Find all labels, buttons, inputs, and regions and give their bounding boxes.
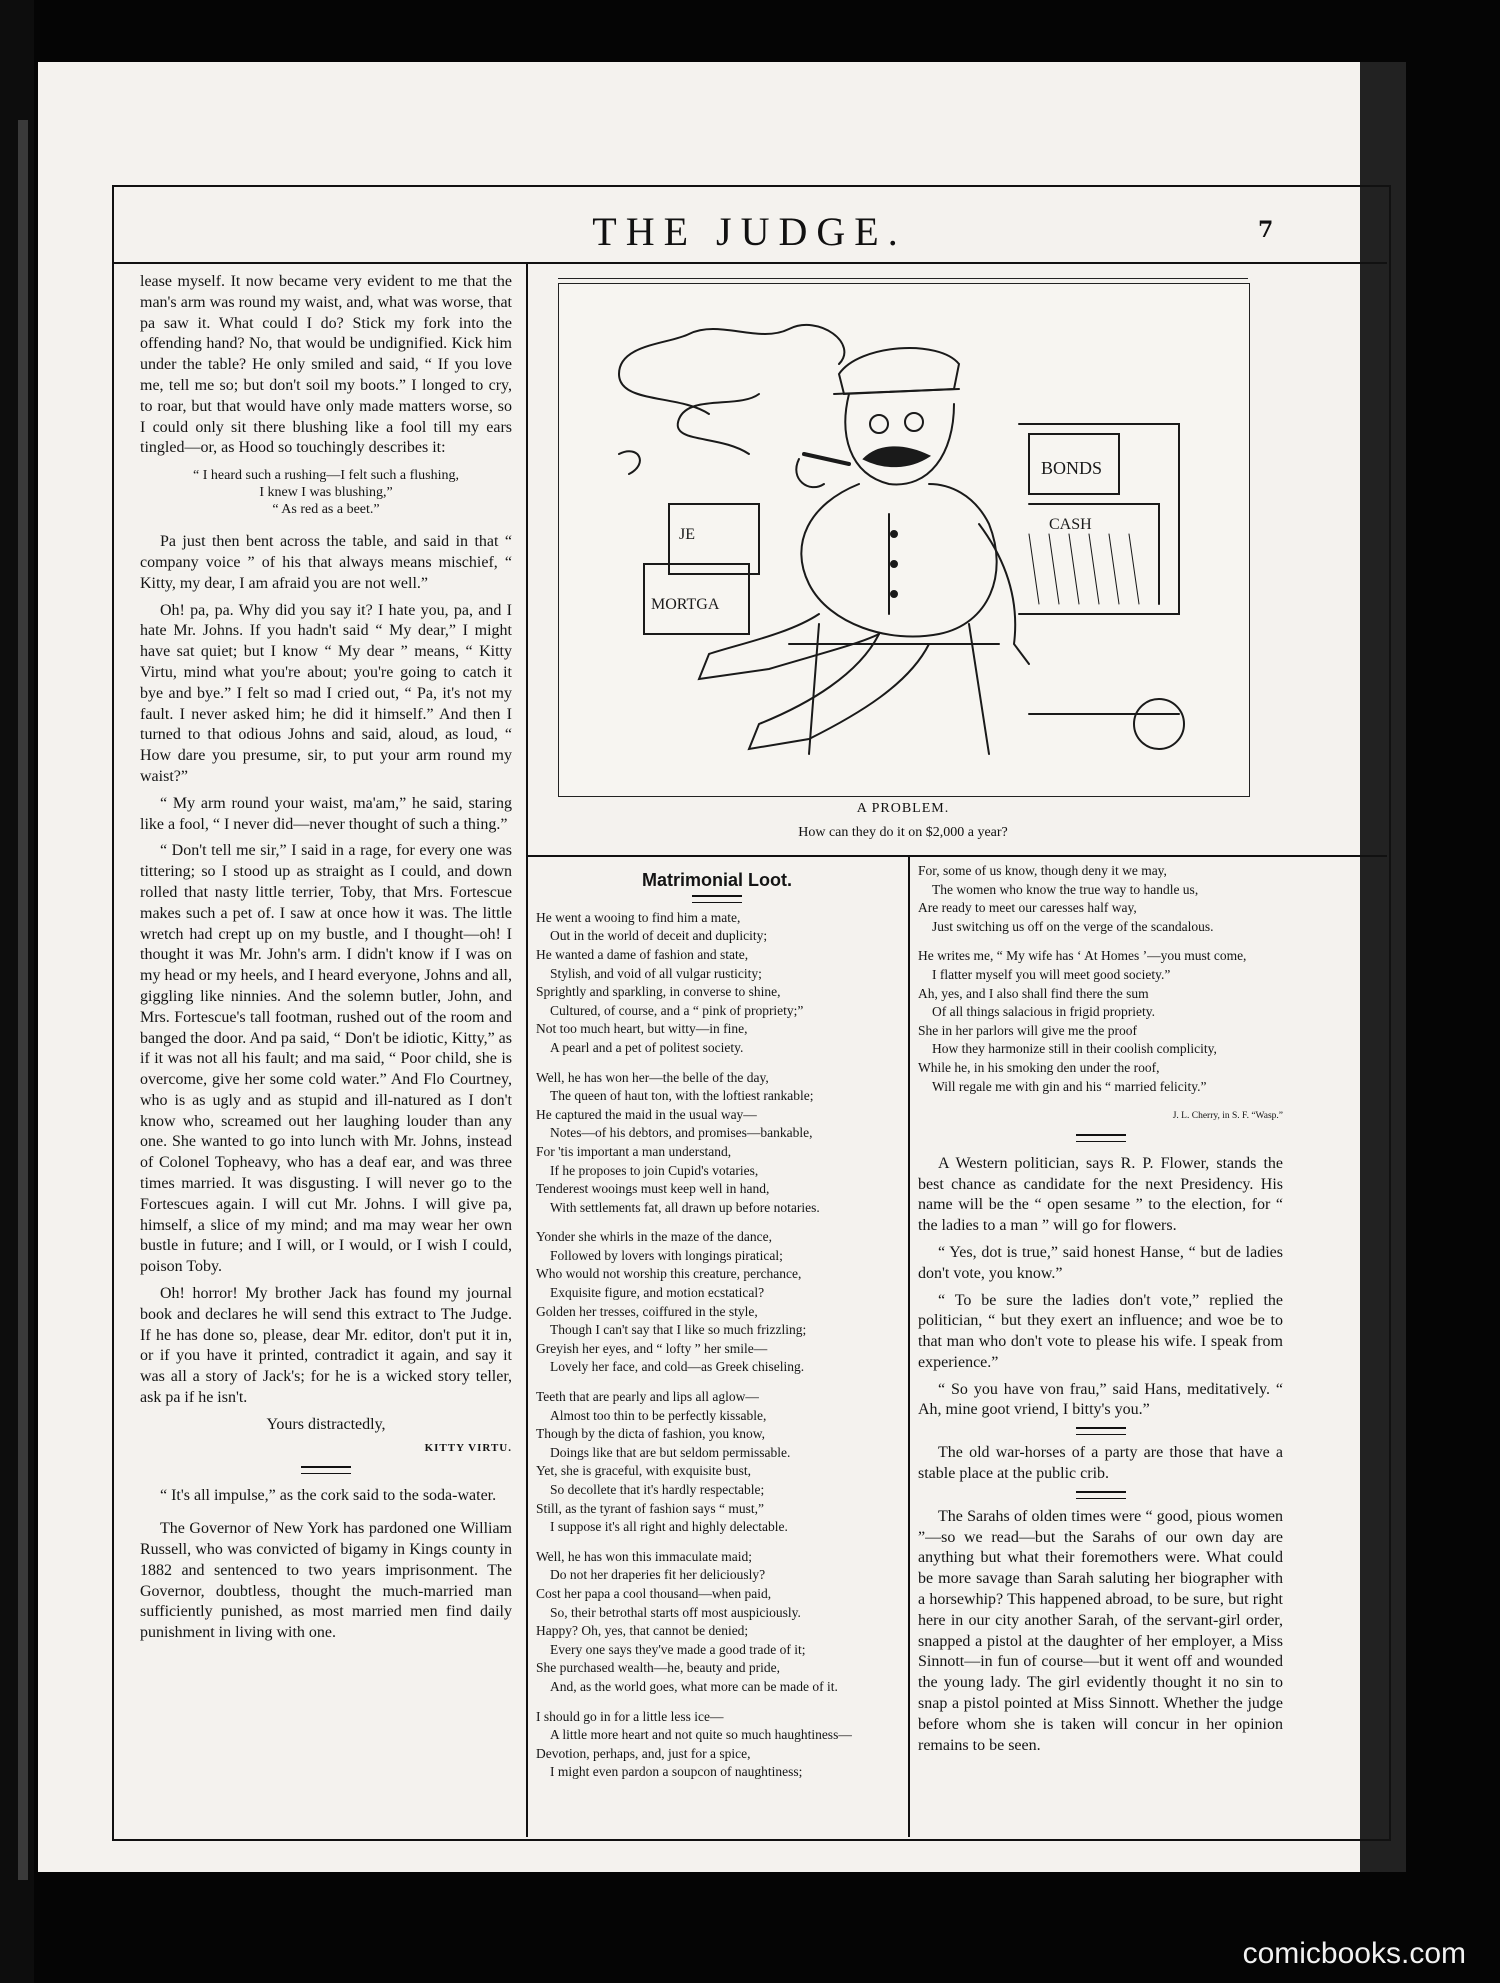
article-paragraph: Oh! pa, pa. Why did you say it? I hate you, pa, and I hate Mr. Johns. If you hadn't said “ My dear,” I might have sat quiet; but I know “ My dear ” means, “ Kitty Virtu, mind what you're about; you're going to catch it bye and bye.” I felt so mad I cried out, “ Pa, it's not my fault. I never asked him; he did it himself.” And then I turned to that odious Johns and said, aloud, as loud, “ How dare you presume, sir, to put your arm round my waist?”	[140, 601, 512, 785]
poem-line: I should go in for a little less ice—	[536, 1708, 724, 1724]
stanza	[536, 909, 898, 1058]
article-paragraph: “ It's all impulse,” as the cork said to the soda-water.	[160, 1487, 497, 1505]
cartoon-subtitle: How can they do it on $2,000 a year?	[798, 825, 1008, 840]
poem-line: He captured the maid in the usual way—	[536, 1106, 757, 1122]
poem-line: While he, in his smoking den under the roof,	[918, 1059, 1160, 1075]
poem-line: Of all things salacious in frigid propriety.	[932, 1004, 1155, 1020]
poem-line: Though I can't say that I like so much frizzling;	[550, 1322, 807, 1338]
poem-line: The women who know the true way to handle us,	[932, 881, 1199, 897]
poem-line: For, some of us know, though deny it we may,	[918, 863, 1167, 878]
poem-line: Though by the dicta of fashion, you know,	[536, 1426, 765, 1442]
section-divider	[301, 1466, 351, 1474]
poem-line: Exquisite figure, and motion ecstatical?	[550, 1285, 765, 1301]
quote-line: “ I heard such a rushing—I felt such a flushing,	[193, 468, 459, 484]
left-column	[140, 272, 512, 1650]
article-paragraph: The old war-horses of a party are those that have a stable place at the public crib.	[918, 1444, 1283, 1483]
stanza	[536, 1228, 898, 1377]
page-number: 7	[1258, 217, 1274, 243]
article-paragraph: lease myself. It now became very evident to me that the man's arm was round my waist, and, what was worse, that pa saw it. What could I do? Stick my fork into the offending hand? No, that would be undignified. Kick him under the table? He only smiled and said, “ If you love me, tell me so; but don't soil my boots.” I longed to cry, to roar, but that would have only made matters worse, so I could only sit there blushing like a fool till my ears tingled—or, as Hood so touchingly describes it:	[140, 273, 512, 457]
column-rule-right	[908, 857, 910, 1837]
poem-line: Not too much heart, but witty—in fine,	[536, 1021, 748, 1037]
poem-line: A pearl and a pet of politest society.	[550, 1039, 744, 1055]
poem-line: He writes me, “ My wife has ‘ At Homes ’—you must come,	[918, 948, 1247, 964]
article-paragraph: The Governor of New York has pardoned one William Russell, who was convicted of bigamy in Kings county in 1882 and sentenced to two years imprisonment. The Governor, doubtless, thought the much-married man sufficiently punished, as most married men find daily punishment in living with one.	[140, 1520, 512, 1642]
poem-line: Lovely her face, and cold—as Greek chiseling.	[550, 1359, 805, 1375]
verse-quote	[140, 467, 512, 518]
poem-line: Cost her papa a cool thousand—when paid,	[536, 1585, 772, 1601]
poem-line: Well, he has won her—the belle of the day,	[536, 1069, 769, 1085]
bonds-label: BONDS	[1041, 458, 1103, 478]
article-paragraph: The Sarahs of olden times were “ good, pious women ”—so we read—but the Sarahs of our own day are anything but what their foremothers were. What could be more savage than Sarah saluting her biographer with a horsewhip? This happened abroad, to be sure, but right here in our city another Sarah, of the servant-girl order, snapped a pistol at the daughter of her employer, a Miss Sinnott—in fun of course—but it went off and wounded the young lady. The girl evidently thought it no sin to snap a pistol pointed at Miss Sinnott. Whether the judge before whom she is taken will concur in her opinion remains to be seen.	[918, 1507, 1283, 1754]
mortgage-label: MORTGA	[651, 596, 720, 613]
binding-edge	[18, 120, 28, 1880]
poem-line: Greyish her eyes, and “ lofty ” her smile—	[536, 1340, 768, 1356]
article-paragraph: “ To be sure the ladies don't vote,” replied the politician, “ but they exert an influence; and woe be to that man who don't vote to please his wife. I speak from experience.”	[918, 1291, 1283, 1371]
article-paragraph: “ So you have von frau,” said Hans, meditatively. “ Ah, mine goot vriend, I bitty's you.”	[918, 1380, 1283, 1419]
poem-line: He went a wooing to find him a mate,	[536, 909, 741, 925]
site-watermark: comicbooks.com	[1242, 1937, 1466, 1970]
poem-line: For 'tis important a man understand,	[536, 1143, 732, 1159]
poem-line: Will regale me with gin and his “ married felicity.”	[932, 1078, 1207, 1094]
poem-line: Sprightly and sparkling, in converse to shine,	[536, 984, 781, 1000]
column-rule-left	[526, 262, 528, 1837]
poem-line: Just switching us off on the verge of the scandalous.	[932, 918, 1214, 934]
poem-line: Well, he has won this immaculate maid;	[536, 1548, 752, 1564]
header-rule	[112, 262, 1387, 264]
poem-line: Followed by lovers with longings piratical;	[550, 1247, 783, 1263]
poem-line: Happy? Oh, yes, that cannot be denied;	[536, 1623, 749, 1639]
cartoon-title: A PROBLEM.	[856, 801, 950, 816]
poem-line: I suppose it's all right and highly delectable.	[550, 1519, 788, 1535]
poem-continuation	[918, 862, 1283, 1126]
cartoon-top-rule	[558, 278, 1248, 279]
jewel-label: JE	[679, 526, 695, 543]
poem-line: So, their betrothal starts off most auspiciously.	[550, 1604, 801, 1620]
article-paragraph: “ My arm round your waist, ma'am,” he said, staring like a fool, “ I never did—never thought of such a thing.”	[140, 794, 512, 833]
right-column	[918, 862, 1283, 1762]
poem-line: Yet, she is graceful, with exquisite bust,	[536, 1463, 751, 1479]
poem-line: Do not her draperies fit her deliciously?	[550, 1567, 766, 1583]
article-paragraph: “ Yes, dot is true,” said honest Hanse, “ but de ladies don't vote, you know.”	[918, 1243, 1283, 1282]
poem-line: Yonder she whirls in the maze of the dance,	[536, 1229, 772, 1245]
poem-line: With settlements fat, all drawn up before notaries.	[550, 1199, 820, 1215]
poem-line: Tenderest wooings must keep well in hand,	[536, 1181, 770, 1197]
binding-spine	[0, 0, 34, 1983]
poem-line: Teeth that are pearly and lips all aglow—	[536, 1389, 759, 1405]
poem-line: So decollete that it's hardly respectable;	[550, 1482, 765, 1498]
poem-line: Notes—of his debtors, and promises—bankable,	[550, 1125, 813, 1141]
poem-line: Cultured, of course, and a “ pink of propriety;”	[550, 1002, 804, 1018]
poem-column	[536, 862, 898, 1793]
poem-line: And, as the world goes, what more can be made of it.	[550, 1678, 838, 1694]
quote-line: I knew I was blushing,”	[259, 485, 393, 501]
poem-line: The queen of haut ton, with the loftiest rankable;	[550, 1088, 814, 1104]
stanza	[918, 862, 1283, 936]
section-divider	[1076, 1491, 1126, 1499]
poem-body	[536, 909, 898, 1782]
section-divider	[1076, 1134, 1126, 1142]
poem-line: Out in the world of deceit and duplicity;	[550, 928, 768, 944]
poem-line: He wanted a dame of fashion and state,	[536, 946, 749, 962]
stanza	[536, 1548, 898, 1697]
poem-line: Doings like that are but seldom permissable.	[550, 1444, 791, 1460]
poem-line: Golden her tresses, coiffured in the style,	[536, 1303, 758, 1319]
quote-line: “ As red as a beet.”	[272, 502, 380, 518]
stanza	[536, 1388, 898, 1537]
closing-line: Yours distractedly,	[266, 1415, 386, 1433]
poem-line: Are ready to meet our caresses half way,	[918, 900, 1137, 916]
author-signature: KITTY VIRTU.	[424, 1441, 512, 1454]
poem-line: If he proposes to join Cupid's votaries,	[550, 1162, 759, 1178]
poem-line: Who would not worship this creature, perchance,	[536, 1266, 802, 1282]
poem-line: Stylish, and void of all vulgar rusticity;	[550, 965, 762, 981]
poem-line: A little more heart and not quite so much haughtiness—	[550, 1727, 852, 1743]
stanza	[918, 947, 1283, 1096]
cartoon-bottom-rule	[528, 855, 1387, 857]
poem-attribution: J. L. Cherry, in S. F. “Wasp.”	[1172, 1111, 1283, 1122]
poem-line: I flatter myself you will meet good society.”	[932, 966, 1171, 982]
title-divider	[692, 895, 742, 903]
poem-line: Every one says they've made a good trade of it;	[550, 1641, 806, 1657]
poem-line: She purchased wealth—he, beauty and pride,	[536, 1660, 781, 1676]
cartoon-drawing	[559, 284, 1249, 796]
section-divider	[1076, 1427, 1126, 1435]
article-paragraph: A Western politician, says R. P. Flower, stands the best chance as candidate for the next Presidency. His name will be the “ open sesame ” to the election, for “ the ladies to a man ” will go for flowers.	[918, 1154, 1283, 1235]
stanza	[536, 1069, 898, 1218]
cartoon-illustration	[558, 283, 1250, 797]
article-paragraph: “ Don't tell me sir,” I said in a rage, for every one was tittering; so I stood up as straight as I could, and down rolled that nasty little terrier, Toby, that Mrs. Fortescue makes such a pet of. I saw at once how it was. The little wretch had crept up on my bustle, and I thought—oh! I thought it was Mr. John's arm. I didn't know if I was on my head or my heels, and I heard everyone, Johns and all, giggling like ninnies. And the solemn butler, John, and Mrs. Fortescue's tall footman, rushed out of the room and banged the door. And pa said, “ Don't be idiotic, Kitty,” as if it was not all his fault; and ma said, “ Poor child, she is overcome, give her some cold water.” And Flo Courtney, who is as ugly and as stupid and ill-natured as I don't know who, screamed out her laughing louder than any one. She wanted to go into lunch with Mr. Johns, instead of Colonel Topheavy, who has a deaf ear, and was three times married. It was disgusting. I will never go to the Fortescues again. I will cut Mr. Johns. I will give pa, himself, a slice of my mind; and ma may wear her own bustle in future; and I will, or I would, or I wish I could, poison Toby.	[140, 842, 512, 1276]
article-paragraph: Oh! horror! My brother Jack has found my journal book and declares he will send this extract to The Judge. If he has done so, please, dear Mr. editor, don't put it in, or if you have it printed, contradict it again, and say it was all a story of Jack's; for he is a wicked story teller, ask pa if he isn't.	[140, 1285, 512, 1407]
cash-label: CASH	[1049, 516, 1092, 533]
poem-line: Almost too thin to be perfectly kissable,	[550, 1407, 767, 1423]
poem-title: Matrimonial Loot.	[642, 870, 792, 890]
poem-line: Devotion, perhaps, and, just for a spice,	[536, 1745, 751, 1761]
poem-line: She in her parlors will give me the proof	[918, 1022, 1137, 1038]
poem-line: How they harmonize still in their coolish complicity,	[932, 1041, 1217, 1057]
article-paragraph: Pa just then bent across the table, and said in that “ company voice ” of his that always means mischief, “ Kitty, my dear, I am afraid you are not well.”	[140, 533, 512, 592]
poem-line: Ah, yes, and I also shall find there the sum	[918, 985, 1149, 1001]
poem-line: Still, as the tyrant of fashion says “ must,”	[536, 1500, 764, 1516]
poem-line: I might even pardon a soupcon of naughtiness;	[550, 1764, 803, 1780]
masthead-title: THE JUDGE.	[592, 209, 907, 254]
stanza	[536, 1708, 898, 1782]
